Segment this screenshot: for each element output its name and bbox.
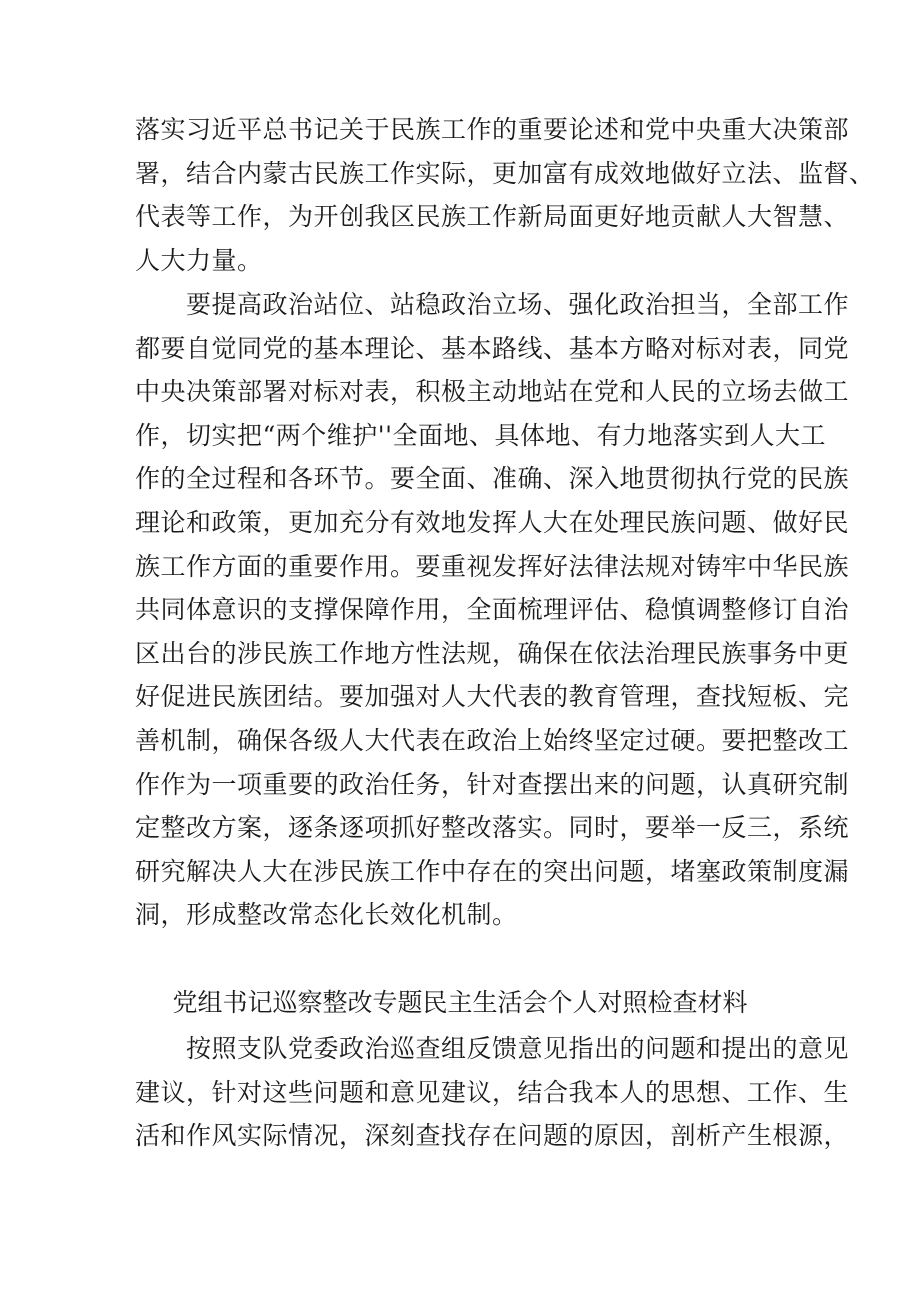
paragraph-line: 作的全过程和各环节。要全面、准确、深入地贯彻执行党的民族 <box>135 464 850 494</box>
paragraph-line: 理论和政策，更加充分有效地发挥人大在处理民族问题、做好民 <box>135 507 850 537</box>
paragraph-line: 要提高政治站位、站稳政治立场、强化政治担当，全部工作 <box>135 290 850 319</box>
paragraph-line: 署，结合内蒙古民族工作实际，更加富有成效地做好立法、监督、 <box>135 158 875 188</box>
paragraph-line: 落实习近平总书记关于民族工作的重要论述和党中央重大决策部 <box>135 115 850 144</box>
paragraph-line: 研究解决人大在涉民族工作中存在的突出问题，堵塞政策制度漏 <box>135 856 850 886</box>
paragraph-line: 代表等工作，为开创我区民族工作新局面更好地贡献人大智慧、 <box>135 202 850 232</box>
paragraph-line: 洞，形成整改常态化长效化机制。 <box>135 900 518 930</box>
paragraph-line: 人大力量。 <box>135 245 263 275</box>
paragraph-line: 善机制，确保各级人大代表在政治上始终坚定过硬。要把整改工 <box>135 725 850 755</box>
paragraph-line: 作作为一项重要的政治任务，针对查摆出来的问题，认真研究制 <box>135 769 850 799</box>
paragraph-1 <box>135 108 875 282</box>
paragraph-line: 作，切实把“两个维护''全面地、具体地、有力地落实到人大工 <box>135 420 827 450</box>
paragraph-line: 定整改方案，逐条逐项抓好整改落实。同时，要举一反三，系统 <box>135 813 850 843</box>
paragraph-line: 按照支队党委政治巡查组反馈意见指出的问题和提出的意见 <box>135 1034 850 1063</box>
paragraph-line: 族工作方面的重要作用。要重视发挥好法律法规对铸牢中华民族 <box>135 551 850 581</box>
paragraph-line: 好促进民族团结。要加强对人大代表的教育管理，查找短板、完 <box>135 682 850 712</box>
paragraph-2 <box>135 283 850 937</box>
section-heading: 党组书记巡察整改专题民主生活会个人对照检查材料 <box>172 988 748 1017</box>
paragraph-line: 都要自觉同党的基本理论、基本路线、基本方略对标对表，同党 <box>135 333 850 363</box>
paragraph-line: 中央决策部署对标对表，积极主动地站在党和人民的立场去做工 <box>135 377 850 407</box>
paragraph-line: 建议，针对这些问题和意见建议，结合我本人的思想、工作、生 <box>135 1077 850 1107</box>
paragraph-line: 共同体意识的支撑保障作用，全面梳理评估、稳慎调整修订自治 <box>135 595 850 625</box>
paragraph-3 <box>135 1027 850 1158</box>
paragraph-line: 活和作风实际情况，深刻查找存在问题的原因，剖析产生根源， <box>135 1121 850 1151</box>
paragraph-line: 区出台的涉民族工作地方性法规，确保在依法治理民族事务中更 <box>135 638 850 668</box>
